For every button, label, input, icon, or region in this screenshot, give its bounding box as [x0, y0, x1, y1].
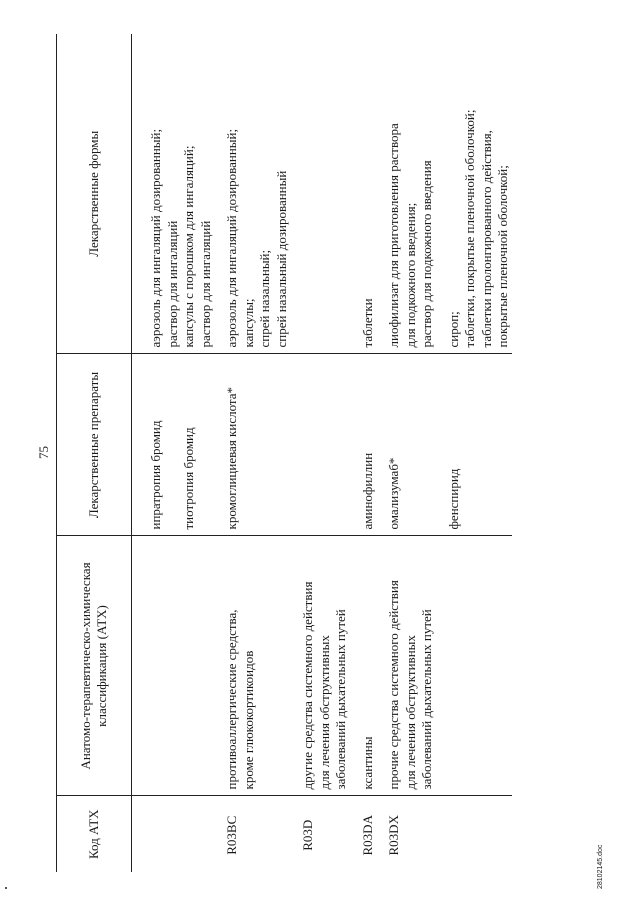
table-header-row	[57, 34, 132, 872]
table-row	[214, 34, 290, 872]
classification-cell	[181, 536, 214, 796]
dosage-form-line: таблетки, покрытые пленочной оболочкой;	[462, 109, 477, 348]
classification-line: для лечения обструктивных	[316, 635, 332, 790]
atc-code-cell	[436, 796, 512, 872]
drug-table	[56, 34, 512, 872]
page-number: 75	[36, 446, 51, 459]
table-row	[436, 34, 512, 872]
drug-name-cell	[290, 354, 350, 536]
classification-cell	[350, 536, 377, 796]
dosage-forms-cell	[132, 34, 182, 354]
atc-code-cell	[181, 796, 214, 872]
drug-name-cell: аминофиллин	[350, 354, 377, 536]
document-stamp: 28102145.doc	[597, 844, 604, 889]
classification-line: прочие средства системного действия	[386, 580, 401, 790]
dosage-form-line: раствор для ингаляций	[197, 220, 213, 348]
dosage-form-line: покрытые пленочной оболочкой;	[495, 165, 510, 348]
classification-line: заболеваний дыхательных путей	[419, 609, 434, 790]
dosage-form-line: сироп;	[445, 311, 461, 348]
atc-code-cell	[132, 796, 182, 872]
dosage-form-line: спрей назальный дозированный	[273, 170, 289, 348]
dosage-forms-cell	[350, 34, 377, 354]
dosage-form-line: таблетки	[359, 298, 375, 348]
dosage-form-line: аэрозоль для ингаляций дозированный;	[224, 128, 239, 348]
dosage-form-line: аэрозоль для ингаляций дозированный;	[148, 128, 163, 348]
header-drugs: Лекарственные препараты	[57, 354, 132, 536]
rotated-page	[30, 10, 608, 895]
header-forms: Лекарственные формы	[57, 34, 132, 354]
atc-code-cell: R03BC	[224, 815, 239, 855]
dosage-form-line: капсулы;	[240, 298, 256, 348]
classification-line: для лечения обструктивных	[402, 635, 418, 790]
header-code: Код АТХ	[57, 796, 132, 872]
classification-cell	[376, 536, 436, 796]
table-row	[181, 34, 214, 872]
dosage-form-line: для подкожного введения;	[402, 202, 418, 348]
table-body	[132, 34, 512, 872]
dosage-form-line: спрей назальный;	[257, 249, 272, 348]
drug-name-cell: ипратропия бромид	[132, 354, 182, 536]
classification-line: кроме глюкокортикоидов	[240, 650, 256, 790]
dosage-form-line: раствор для подкожного введения	[419, 160, 434, 348]
classification-line: ксантины	[359, 736, 375, 790]
dosage-form-line: лиофилизат для приготовления раствора	[386, 123, 401, 348]
table-row	[376, 34, 436, 872]
dosage-forms-cell	[214, 34, 290, 354]
classification-line: другие средства системного действия	[300, 581, 315, 790]
atc-code-cell: R03DX	[386, 815, 401, 856]
dosage-form-line: таблетки пролонгированного действия,	[478, 130, 494, 348]
drug-name-cell: тиотропия бромид	[181, 354, 214, 536]
header-classification: Анатомо-терапевтическо-химическая классификация (АТХ)	[57, 536, 132, 796]
dosage-forms-cell	[376, 34, 436, 354]
dosage-form-line: капсулы с порошком для ингаляций;	[181, 145, 196, 348]
drug-name-cell: фенспирид	[436, 354, 512, 536]
dosage-forms-cell	[181, 34, 214, 354]
atc-code-cell: R03DA	[359, 815, 375, 856]
dosage-form-line: раствор для ингаляций	[164, 220, 180, 348]
classification-line: противоаллергические средства,	[224, 609, 239, 790]
classification-cell	[290, 536, 350, 796]
dosage-forms-cell	[290, 34, 350, 354]
table-row	[132, 34, 182, 872]
table-row	[350, 34, 377, 872]
classification-cell	[436, 536, 512, 796]
drug-name-cell: омализумаб*	[376, 354, 436, 536]
scan-speck	[5, 887, 7, 889]
atc-code-cell: R03D	[300, 819, 315, 851]
drug-name-cell: кромоглициевая кислота*	[214, 354, 290, 536]
dosage-forms-cell	[436, 34, 512, 354]
classification-cell	[214, 536, 290, 796]
table-row	[290, 34, 350, 872]
classification-cell	[132, 536, 182, 796]
classification-line: заболеваний дыхательных путей	[333, 609, 348, 790]
